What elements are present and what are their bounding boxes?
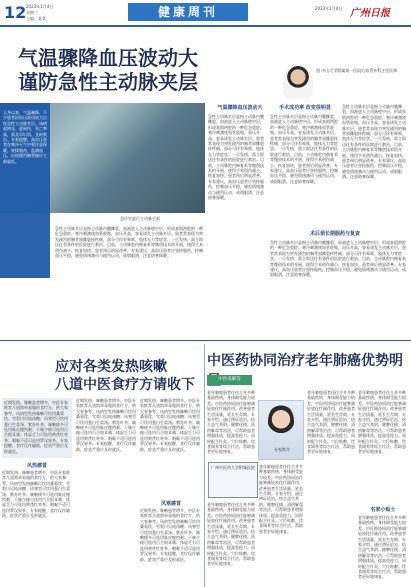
column-divider <box>204 344 205 587</box>
article3-body-col4b: 老年肺癌患者往往合并多种基础疾病，身体耐受能力较差。中医药协同治疗能够减轻放化疗副作用，改善患者生活质量，延长生存期。专家介绍，通过辨证论治，结合益气养阴、健脾化痰、清热解毒等治法，可帮助患者增强体质，提高免疫力。同时配合针灸、穴位贴敷、饮食调养等综合疗法，帮助患者更好地康复。 <box>358 515 406 580</box>
article1-subhead-3: 术后须长期服药与复查 <box>309 231 360 237</box>
article3-side-title: 名家小贴士 <box>370 507 396 513</box>
article1-subhead-2: 手术成功率 改变很明显 <box>279 105 331 111</box>
article2-title-line1: 应对各类发热咳嗽 <box>55 359 167 375</box>
article1-body-col3: 急性主动脉夹层是指主动脉内膜撕裂，血液进入主动脉壁中层，形成真假两腔的一种危急重症。寒冷刺激使血管收缩，血压升高，容易诱发主动脉夹层。患者常表现为突发剧烈的胸背部撕裂样疼痛，部分可伴有晕厥、肢体无力等症状。一旦发病，需立即送往有条件的医院进行救治。目前，主动脉腔内修复术等微创技术的开展，使得手术创伤减小、恢复加快，患者预后明显改善。专家建议，高血压患者应坚持服药，控制血压平稳，避免情绪激动与剧烈运动，戒烟限酒，注意防寒保暖。 <box>270 114 338 184</box>
header-editor: 主编：某某 <box>26 16 46 21</box>
article3-info-box-text: 广州中医药大学附属医院 <box>211 465 255 470</box>
header-weekday: 星期三 <box>26 10 38 15</box>
article2-body-col1: 近期发热、咳嗽患者增多，中医专家推荐几道简单易做的食疗方，供大家参考。风热型发热咳嗽可饮用桑菊饮、雪梨川贝炖冰糖；风寒型可饮用葱白生姜汤、紫苏叶茶；咳嗽痰多可选用陈皮瘦肉粥；干咳少痰可选用百合银耳羹；体虚乏力可选用黄芪红枣茶；咽喉不适可选用罗汉果茶。专家提醒，食疗仅作辅助，症状严重应及时就医。 <box>2 470 70 519</box>
page-header <box>0 0 411 27</box>
article2-lead-text: 近期发热、咳嗽患者增多，中医专家推荐几道简单易做的食疗方，供大家参考。风热型发热咳嗽可饮用桑菊饮、雪梨川贝炖冰糖；风寒型可饮用葱白生姜汤、紫苏叶茶；咳嗽痰多可选用陈皮瘦肉粥；干咳少痰可选用百合银耳羹；体虚乏力可选用黄芪红枣茶；咽喉不适可选用罗汉果茶。专家提醒，食疗仅作辅助，症状严重应及时就医。 <box>4 400 68 454</box>
article3-body-col1a: 老年肺癌患者往往合并多种基础疾病，身体耐受能力较差。中医药协同治疗能够减轻放化疗副作用，改善患者生活质量，延长生存期。专家介绍，通过辨证论治，结合益气养阴、健脾化痰、清热解毒等治法，可帮助患者增强体质，提高免疫力。同时配合针灸、穴位贴敷、饮食调养等综合疗法，帮助患者更好地康复。 <box>207 390 255 455</box>
article2-subhead-2: 风寒感冒 <box>160 501 181 507</box>
article2-title-line2: 八道中医食疗方请收下 <box>55 377 195 393</box>
article2-body-col2: 近期发热、咳嗽患者增多，中医专家推荐几道简单易做的食疗方，供大家参考。风热型发热咳嗽可饮用桑菊饮、雪梨川贝炖冰糖；风寒型可饮用葱白生姜汤、紫苏叶茶；咳嗽痰多可选用陈皮瘦肉粥；干咳少痰可选用百合银耳羹；体虚乏力可选用黄芪红枣茶；咽喉不适可选用罗汉果茶。专家提醒，食疗仅作辅助，症状严重应及时就医。 <box>76 398 136 452</box>
article2-subhead-1: 风热感冒 <box>26 463 47 469</box>
photo-caption: 急诊室进行主动脉手术 <box>120 216 160 221</box>
article3-body-col4a: 老年肺癌患者往往合并多种基础疾病，身体耐受能力较差。中医药协同治疗能够减轻放化疗副作用，改善患者生活质量，延长生存期。专家介绍，通过辨证论治，结合益气养阴、健脾化痰、清热解毒等治法，可帮助患者增强体质，提高免疫力。同时配合针灸、穴位贴敷、饮食调养等综合疗法，帮助患者更好地康复。 <box>358 390 406 455</box>
article1-title-line1: 气温骤降血压波动大 <box>18 46 198 70</box>
article3-body-col2: 老年肺癌患者往往合并多种基础疾病，身体耐受能力较差。中医药协同治疗能够减轻放化疗副作用，改善患者生活质量，延长生存期。专家介绍，通过辨证论治，结合益气养阴、健脾化痰、清热解毒等治法，可帮助患者增强体质，提高免疫力。同时配合针灸、穴位贴敷、饮食调养等综合疗法，帮助患者更好地康复。 <box>307 390 355 455</box>
article1-body-col2: 急性主动脉夹层是指主动脉内膜撕裂，血液进入主动脉壁中层，形成真假两腔的一种危急重症。寒冷刺激使血管收缩，血压升高，容易诱发主动脉夹层。患者常表现为突发剧烈的胸背部撕裂样疼痛，部分可伴有晕厥、肢体无力等症状。一旦发病，需立即送往有条件的医院进行救治。目前，主动脉腔内修复术等微创技术的开展，使得手术创伤减小、恢复加快，患者预后明显改善。专家建议，高血压患者应坚持服药，控制血压平稳，避免情绪激动与剧烈运动，戒烟限酒，注意防寒保暖。 <box>208 114 264 201</box>
article1-body-col1: 急性主动脉夹层是指主动脉内膜撕裂，血液进入主动脉壁中层，形成真假两腔的一种危急重症。寒冷刺激使血管收缩，血压升高，容易诱发主动脉夹层。患者常表现为突发剧烈的胸背部撕裂样疼痛，部分可伴有晕厥、肢体无力等症状。一旦发病，需立即送往有条件的医院进行救治。目前，主动脉腔内修复术等微创技术的开展，使得手术创伤减小、恢复加快，患者预后明显改善。专家建议，高血压患者应坚持服药，控制血压平稳，避免情绪激动与剧烈运动，戒烟限酒，注意防寒保暖。 <box>55 226 203 259</box>
article1-body-col4: 急性主动脉夹层是指主动脉内膜撕裂，血液进入主动脉壁中层，形成真假两腔的一种危急重症。寒冷刺激使血管收缩，血压升高，容易诱发主动脉夹层。患者常表现为突发剧烈的胸背部撕裂样疼痛，部分可伴有晕厥、肢体无力等症状。一旦发病，需立即送往有条件的医院进行救治。目前，主动脉腔内修复术等微创技术的开展，使得手术创伤减小、恢复加快，患者预后明显改善。专家建议，高血压患者应坚持服药，控制血压平稳，避免情绪激动与剧烈运动，戒烟限酒，注意防寒保暖。 <box>342 104 406 180</box>
article3-body-col1b: 老年肺癌患者往往合并多种基础疾病，身体耐受能力较差。中医药协同治疗能够减轻放化疗副作用，改善患者生活质量，延长生存期。专家介绍，通过辨证论治，结合益气养阴、健脾化痰、清热解毒等治法，可帮助患者增强体质，提高免疫力。同时配合针灸、穴位贴敷、饮食调养等综合疗法，帮助患者更好地康复。 <box>207 502 255 567</box>
page-number: 12 <box>4 3 27 22</box>
column-tag: 中医来解答 <box>207 375 252 385</box>
article2-body-col3a: 近期发热、咳嗽患者增多，中医专家推荐几道简单易做的食疗方，供大家参考。风热型发热咳嗽可饮用桑菊饮、雪梨川贝炖冰糖；风寒型可饮用葱白生姜汤、紫苏叶茶；咳嗽痰多可选用陈皮瘦肉粥；干咳少痰可选用百合银耳羹；体虚乏力可选用黄芪红枣茶；咽喉不适可选用罗汉果茶。专家提醒，食疗仅作辅助，症状严重应及时就医。 <box>140 398 200 452</box>
doctor-portrait <box>283 65 313 99</box>
article1-subhead-1: 气温骤降血压波动大 <box>217 105 263 111</box>
header-date: 2023年1月4日 <box>26 4 54 9</box>
doctor-name-caption: 专家简介 <box>274 447 290 452</box>
article1-title-line2: 谨防急性主动脉夹层 <box>18 70 198 94</box>
doctor-caption: 图 中山大学附属第一医院心血管外科主任医师 <box>316 68 398 73</box>
section-title: 健康周刊 <box>128 3 248 21</box>
newspaper-logo: 广州日报 <box>350 8 390 19</box>
article1-intro-text: 入冬以来，气温骤降，不少患者因血压波动较大出现急性主动脉夹层。该病起病急、进展快、死亡率高，需及早识别、及时救治。专家提醒，高血压患者在寒冷天气中要注意保暖，规律服药，监测血压，出现剧烈胸背痛应立即就医。 <box>3 110 47 164</box>
header-right-info: 2023年1月4日 <box>315 6 343 11</box>
article2-body-col3b: 近期发热、咳嗽患者增多，中医专家推荐几道简单易做的食疗方，供大家参考。风热型发热咳嗽可饮用桑菊饮、雪梨川贝炖冰糖；风寒型可饮用葱白生姜汤、紫苏叶茶；咳嗽痰多可选用陈皮瘦肉粥；干咳少痰可选用百合银耳羹；体虚乏力可选用黄芪红枣茶；咽喉不适可选用罗汉果茶。专家提醒，食疗仅作辅助，症状严重应及时就医。 <box>140 508 200 562</box>
article1-body-col5: 急性主动脉夹层是指主动脉内膜撕裂，血液进入主动脉壁中层，形成真假两腔的一种危急重症。寒冷刺激使血管收缩，血压升高，容易诱发主动脉夹层。患者常表现为突发剧烈的胸背部撕裂样疼痛，部分可伴有晕厥、肢体无力等症状。一旦发病，需立即送往有条件的医院进行救治。目前，主动脉腔内修复术等微创技术的开展，使得手术创伤减小、恢复加快，患者预后明显改善。专家建议，高血压患者应坚持服药，控制血压平稳，避免情绪激动与剧烈运动，戒烟限酒，注意防寒保暖。 <box>270 240 406 278</box>
article3-body-col3: 老年肺癌患者往往合并多种基础疾病，身体耐受能力较差。中医药协同治疗能够减轻放化疗副作用，改善患者生活质量，延长生存期。专家介绍，通过辨证论治，结合益气养阴、健脾化痰、清热解毒等治法，可帮助患者增强体质，提高免疫力。同时配合针灸、穴位贴敷、饮食调养等综合疗法，帮助患者更好地康复。 <box>259 464 303 534</box>
doctor-portrait-2 <box>268 404 294 438</box>
article3-title: 中医药协同治疗老年肺癌优势明 <box>207 353 403 369</box>
section-divider <box>0 340 411 341</box>
